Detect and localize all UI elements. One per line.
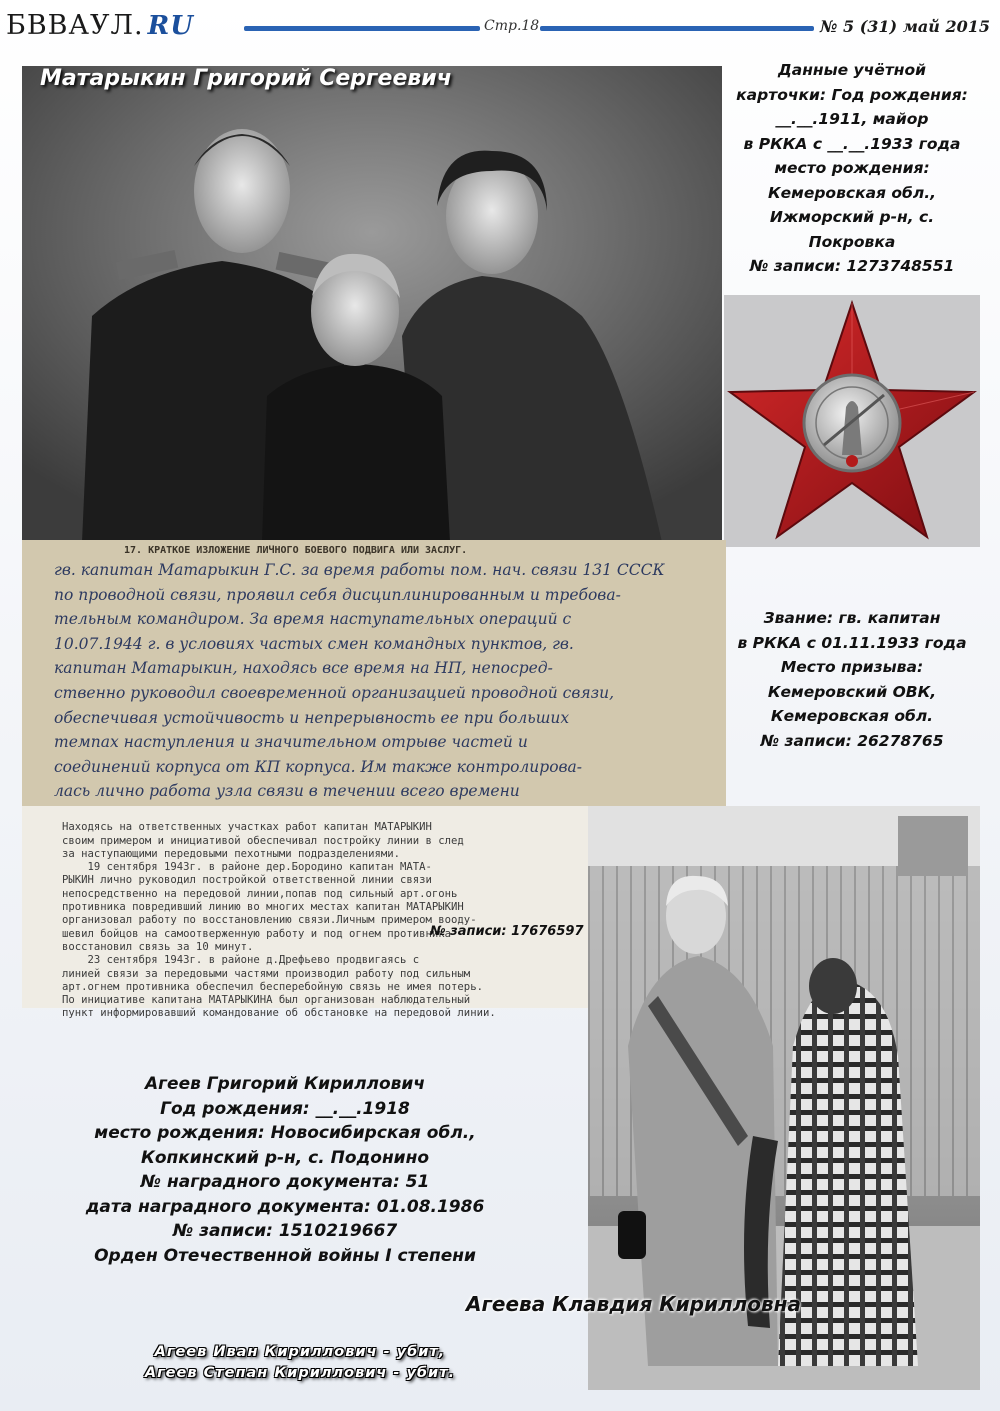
ageev-info [60,1072,510,1268]
handwritten-line: 10.07.1944 г. в условиях частых смен командных пунктов, гв. [54,634,574,653]
killed-line: Агеев Степан Кириллович - убит. [144,1365,456,1381]
handwritten-line: соединений корпуса от КП корпуса. Им также контролирова- [54,757,583,776]
family-photo [22,66,722,542]
logo-suffix: RU [147,11,194,41]
handwritten-line: ственно руководил своевременной организацией проводной связи, [54,683,615,702]
typed-line: за наступающими передовыми пехотными подразделениями. [62,847,401,860]
handwritten-line: темпах наступления и значительном отрыве частей и [54,733,528,752]
typed-line: своим примером и инициативой обеспечивал постройку линии в след [62,834,464,847]
rank-info [724,606,980,753]
card-line: __.__.1911, майор [775,110,929,128]
killed-brothers [80,1342,520,1384]
card-line: место рождения: [774,159,930,177]
ageev-line: № наградного документа: 51 [140,1172,430,1192]
award-sheet-heading: 17. КРАТКОЕ ИЗЛОЖЕНИЕ ЛИЧНОГО БОЕВОГО ПОДВИГА ИЛИ ЗАСЛУГ. [124,545,468,556]
card-line: карточки: Год рождения: [736,85,968,104]
handwritten-line: гв. капитан Матарыкин Г.С. за время работы пом. нач. связи 131 СССК [54,561,665,579]
ageev-line: место рождения: Новосибирская обл., [94,1123,476,1143]
typed-line: арт.огнем противника обеспечил бесперебойную связь не имея потерь. [62,980,483,993]
handwritten-award-sheet [22,540,726,806]
typed-line: непосредственно на передовой линии,попав под сильный арт.огонь [62,887,458,900]
ageev-line: Копкинский р-н, с. Подонино [140,1147,430,1168]
typed-line: Находясь на ответственных участках работ капитан МАТАРЫКИН [62,821,432,834]
typed-line: шевил бойцов на самоотверженную работу и под огнем противника [62,927,452,940]
ageev-line: дата наградного документа: 01.08.1986 [85,1196,485,1217]
typed-line: восстановил связь за 10 минут. [62,940,254,953]
card-line: в РККА с __.__.1933 года [743,134,961,153]
card-line: Ижморский р-н, с. [769,208,935,226]
typed-line: По инициативе капитана МАТАРЫКИНА был организован наблюдательный [62,994,471,1007]
card-line: Кемеровская обл., [767,183,937,202]
card-line: № записи: 1273748551 [749,257,955,275]
typed-line: пункт информировавший командование об обстановке на передовой линии. [62,1007,496,1020]
ageev-line: Год рождения: __.__.1918 [160,1098,410,1119]
newspaper-logo: БВВАУЛ. RU [6,10,194,41]
handwritten-line: лась лично работа узла связи в течении всего времени [54,782,520,801]
card-line: Покровка [808,232,896,251]
typed-line: противника повредивший линию во многих местах капитан МАТАРЫКИН [62,901,464,914]
ageeva-photo-caption: Агеева Клавдия Кирилловна [466,1292,801,1316]
header-rule-right [540,26,814,31]
handwritten-line: по проводной связи, проявил себя дисциплинированным и требова- [54,585,621,604]
card-line: Данные учётной [777,61,927,79]
order-red-star-image [724,295,980,547]
handwritten-line: тельным командиром. За время наступательных операций с [54,610,572,629]
handwritten-line: капитан Матарыкин, находясь все время на НП, непосред- [54,659,553,678]
typed-line: 23 сентября 1943г. в районе д.Дрефьево продвигаясь с [62,954,420,967]
ageev-line: № записи: 1510219667 [172,1221,398,1241]
issue-number: № 5 (31) май 2015 [820,17,990,36]
killed-line: Агеев Иван Кириллович - убит, [154,1344,446,1360]
ageev-line: Агеев Григорий Кириллович [145,1074,425,1094]
ageev-line: Орден Отечественной войны I степени [94,1245,476,1266]
rank-line: Кемеровская обл. [770,707,934,725]
rank-line: Звание: гв. капитан [763,609,941,627]
typed-line: РЫКИН лично руководил постройкой ответственной линии связи [62,874,432,887]
handwritten-line: обеспечивая устойчивость и непрерывность ее при больших [54,708,570,727]
family-photo-caption: Матарыкин Григорий Сергеевич [40,66,452,91]
typed-record-number: № записи: 17676597 [430,924,584,939]
rank-line: Место призыва: [780,658,924,676]
typed-award-sheet [22,806,588,1020]
header-rule-left [244,26,480,31]
rank-line: Кемеровский ОВК, [767,682,937,701]
typed-line: организовал работу по восстановлению связи.Личным примером вооду- [62,914,477,927]
typed-line: линией связи за передовыми частями производил работу под сильным [62,967,471,980]
registration-card-info [724,58,980,279]
rank-line: № записи: 26278765 [760,731,944,750]
rank-line: в РККА с 01.11.1933 года [737,633,967,652]
page-number: Стр.18 [484,18,540,34]
typed-line: 19 сентября 1943г. в районе дер.Бородино капитан МАТА- [62,861,432,874]
